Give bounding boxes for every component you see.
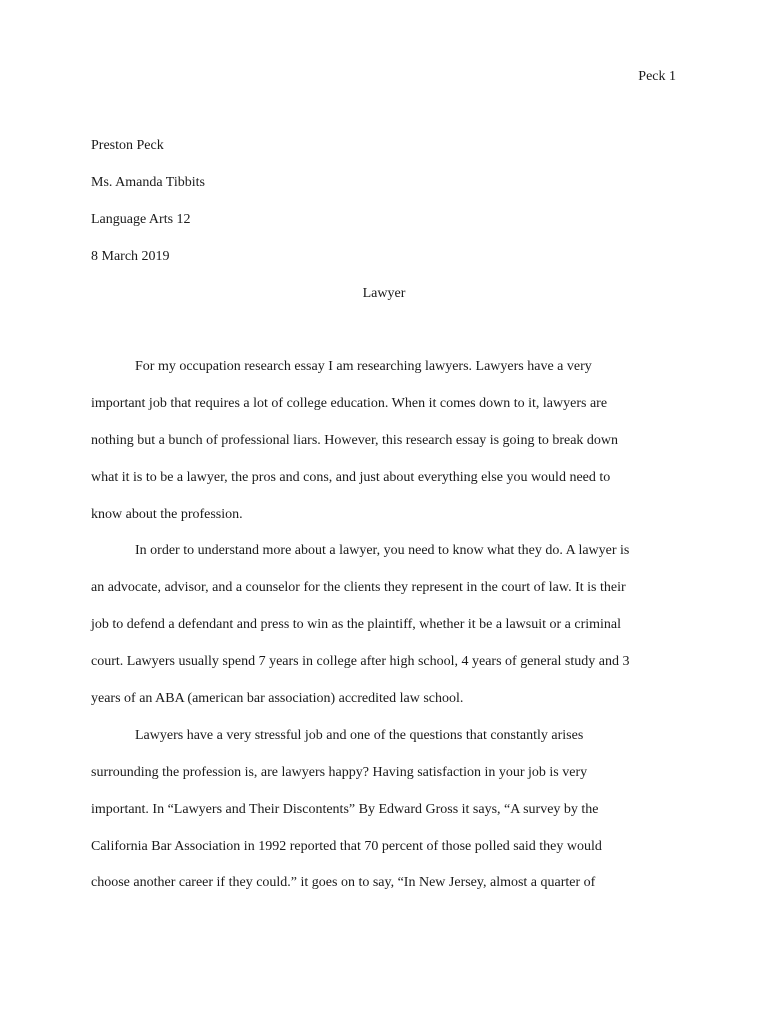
running-head: Peck 1 xyxy=(638,69,676,84)
body-line: choose another career if they could.” it goes on to say, “In New Jersey, almost a quarter of xyxy=(91,875,596,891)
body-line: Lawyers have a very stressful job and one of the questions that constantly arises xyxy=(135,727,584,743)
body-line: For my occupation research essay I am researching lawyers. Lawyers have a very xyxy=(135,359,592,374)
mla-heading xyxy=(91,137,205,285)
body-line: years of an ABA (american bar association) accredited law school. xyxy=(91,691,464,707)
body-line: important job that requires a lot of college education. When it comes down to it, lawyers are xyxy=(91,395,608,411)
essay-date: 8 March 2019 xyxy=(91,249,170,264)
student-name: Preston Peck xyxy=(91,138,164,153)
essay-title: Lawyer xyxy=(362,286,406,301)
body-line: court. Lawyers usually spend 7 years in college after high school, 4 years of general study and 3 xyxy=(91,654,630,670)
body-line: job to defend a defendant and press to win as the plaintiff, whether it be a lawsuit or a criminal xyxy=(91,617,622,633)
essay-body xyxy=(91,358,661,911)
body-line: nothing but a bunch of professional liars. However, this research essay is going to break down xyxy=(91,432,619,448)
instructor-name: Ms. Amanda Tibbits xyxy=(91,175,205,190)
body-line: surrounding the profession is, are lawyers happy? Having satisfaction in your job is very xyxy=(91,764,588,780)
body-line: important. In “Lawyers and Their Discontents” By Edward Gross it says, “A survey by the xyxy=(91,801,599,817)
body-line: California Bar Association in 1992 reported that 70 percent of those polled said they would xyxy=(91,838,602,854)
course-name: Language Arts 12 xyxy=(91,212,191,227)
body-line: know about the profession. xyxy=(91,506,243,522)
body-line: what it is to be a lawyer, the pros and cons, and just about everything else you would need to xyxy=(91,469,611,485)
body-line: an advocate, advisor, and a counselor for the clients they represent in the court of law. It is their xyxy=(91,580,626,596)
body-line: In order to understand more about a lawyer, you need to know what they do. A lawyer is xyxy=(135,543,630,559)
